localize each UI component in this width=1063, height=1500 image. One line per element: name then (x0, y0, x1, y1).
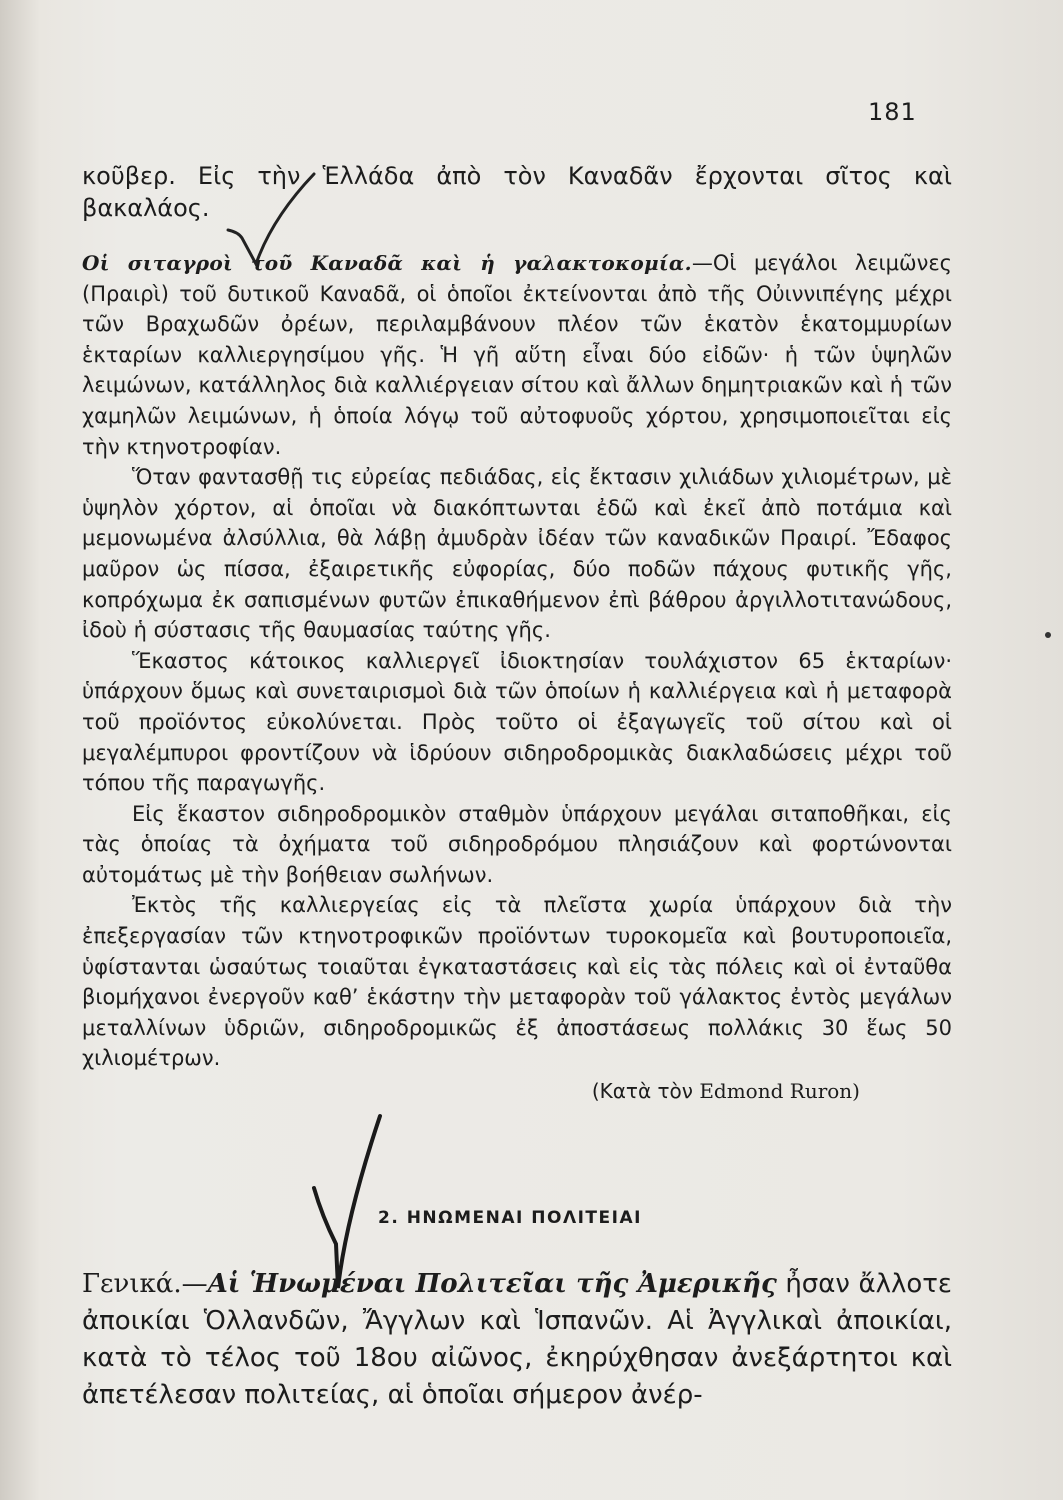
paragraph-farmers: Ἕκαστος κάτοικος καλλιεργεῖ ἰδιοκτησίαν τουλάχιστον 65 ἑκταρίων· ὑπάρχουν ὅμως καὶ συνεταιρισμοὶ διὰ τῶν ὁποίων ἡ καλλιέργεια καὶ ἡ μεταφορὰ τοῦ προϊόντος εὐκολύνεται. Πρὸς τοῦτο οἱ ἐξαγωγεῖς τοῦ σίτου καὶ οἱ μεγαλέμπυροι φροντίζουν νὰ ἱδρύουν σιδηροδρομικὰς διακλαδώσεις μέχρι τοῦ τόπου τῆς παραγωγῆς. (82, 648, 952, 796)
paragraph-gap (82, 224, 952, 248)
paragraph-wheat-farms (82, 248, 952, 462)
attribution-author: Edmond Ruron) (699, 1079, 860, 1104)
section-italic-title: Αἱ Ἡνωμέναι Πολιτεῖαι τῆς Ἀμερικῆς (207, 1269, 777, 1299)
chapter-body (82, 160, 952, 1107)
section-heading: 2. ΗΝΩΜΕΝΑΙ ΠΟΛΙΤΕΙΑΙ (378, 1208, 642, 1228)
source-attribution (82, 1076, 952, 1107)
paragraph-text: —Οἱ μεγάλοι λειμῶνες (Πραιρὶ) τοῦ δυτικοῦ Καναδᾶ, οἱ ὁποῖοι ἐκτείνονται ἀπὸ τῆς Οὐιννιπέγης μέχρι τῶν Βραχωδῶν ὀρέων, περιλαμβάνουν πλέον τῶν ἑκατὸν ἑκατομμυρίων ἑκταρίων καλλιεργησίμου γῆς. Ἡ γῆ αὕτη εἶναι δύο εἰδῶν· ἡ τῶν ὑψηλῶν λειμώνων, κατάλληλος διὰ καλλιέργειαν σίτου καὶ ἄλλων δημητριακῶν καὶ ἡ τῶν χαμηλῶν λειμώνων, ἡ ὁποία λόγῳ τοῦ αὐτοφυοῦς χόρτου, χρησιμοποιεῖται εἰς τὴν κτηνοτροφίαν. (82, 251, 953, 459)
paragraph-intro: κοῦβερ. Εἰς τὴν Ἑλλάδα ἀπὸ τὸν Καναδᾶν ἔρχονται σῖτος καὶ βακαλάος. (82, 162, 952, 222)
subsection-heading: Οἱ σιταγροὶ τοῦ Καναδᾶ καὶ ἡ γαλακτοκομία. (82, 251, 692, 275)
attribution-prefix: (Κατὰ τὸν (591, 1079, 693, 1104)
section-body (82, 1266, 952, 1414)
section-text: ἦσαν ἄλλοτε ἀποικίαι Ὁλλανδῶν, Ἄγγλων καὶ Ἱσπανῶν. Αἱ Ἀγγλικαὶ ἀποικίαι, κατὰ τὸ τέλος τοῦ 18ου αἰῶνος, ἐκηρύχθησαν ἀνεξάρτητοι καὶ ἀπετέλεσαν πολιτείας, αἱ ὁποῖαι σήμερον ἀνέρ- (82, 1269, 952, 1410)
paragraph-prairie: Ὅταν φαντασθῇ τις εὐρείας πεδιάδας, εἰς ἔκτασιν χιλιάδων χιλιομέτρων, μὲ ὑψηλὸν χόρτον, αἱ ὁποῖαι νὰ διακόπτωνται ἐδῶ καὶ ἐκεῖ ἀπὸ ποτάμια καὶ μεμονωμένα ἀλσύλλια, θὰ λάβῃ ἀμυδρὰν ἰδέαν τῶν καναδικῶν Πραιρί. Ἔδαφος μαῦρον ὡς πίσσα, ἐξαιρετικῆς εὐφορίας, δύο ποδῶν πάχους φυτικῆς γῆς, κοπρόχωμα ἐκ σαπισμένων φυτῶν ἐπικαθήμενον ἐπὶ βάθρου ἀργιλλοτιτανώδους, ἰδοὺ ἡ σύστασις τῆς θαυμασίας ταύτης γῆς. (82, 465, 952, 643)
margin-dot (1045, 632, 1051, 638)
page-number: 181 (868, 98, 917, 126)
section-lead: Γενικά.— (82, 1269, 208, 1299)
paragraph-silos: Εἰς ἕκαστον σιδηροδρομικὸν σταθμὸν ὑπάρχουν μεγάλαι σιταποθῆκαι, εἰς τὰς ὁποίας τὰ ὀχήματα τοῦ σιδηροδρόμου πλησιάζουν καὶ φορτώνονται αὐτομάτως μὲ τὴν βοήθειαν σωλήνων. (82, 801, 952, 887)
paragraph-dairy: Ἐκτὸς τῆς καλλιεργείας εἰς τὰ πλεῖστα χωρία ὑπάρχουν διὰ τὴν ἐπεξεργασίαν τῶν κτηνοτροφικῶν προϊόντων τυροκομεῖα καὶ βουτυροποιεῖα, ὑφίστανται ὡσαύτως τοιαῦται ἐγκαταστάσεις καὶ εἰς τὰς πόλεις καὶ οἱ ἐνταῦθα βιομήχανοι ἐνεργοῦν καθ’ ἑκάστην τὴν μεταφορὰν τοῦ γάλακτος ἐντὸς μεγάλων μεταλλίνων ὑδριῶν, σιδηροδρομικῶς ἐξ ἀποστάσεως πολλάκις 30 ἕως 50 χιλιομέτρων. (82, 893, 952, 1071)
